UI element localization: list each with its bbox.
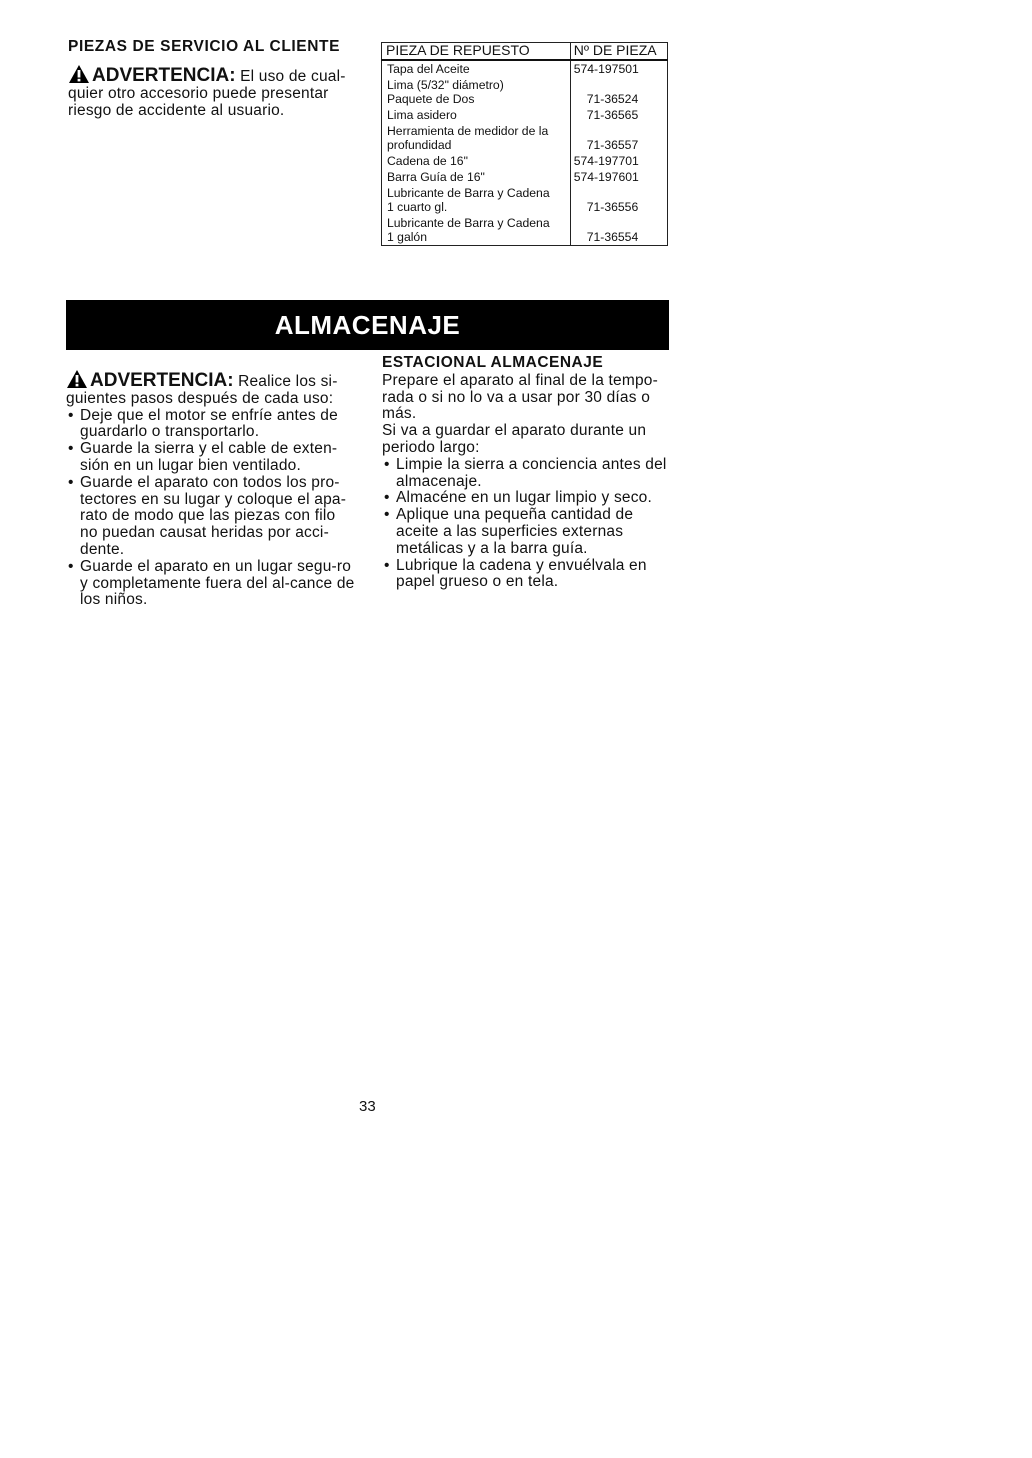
parts-table	[381, 42, 668, 246]
table-row	[382, 153, 668, 169]
table-row	[382, 185, 668, 215]
part-name: Tapa del Aceite	[387, 62, 470, 76]
part-name: Cadena de 16"	[387, 154, 468, 168]
part-number: 574-197601	[570, 169, 667, 185]
list-item: • Limpie la sierra a conciencia antes del almacenaje.	[382, 457, 672, 491]
warning-intro: Realice los si-guientes pasos después de cada uso:	[66, 373, 338, 407]
part-name: Lubricante de Barra y Cadena 1 galón	[387, 216, 550, 244]
seasonal-heading: ESTACIONAL ALMACENAJE	[382, 354, 604, 371]
part-number: 574-197701	[570, 153, 667, 169]
parts-warning	[68, 64, 350, 119]
list-item: • Guarde la sierra y el cable de exten-sión en un lugar bien ventilado.	[66, 441, 356, 475]
page-number: 33	[359, 1098, 376, 1115]
table-row	[382, 169, 668, 185]
seasonal-paragraph: Si va a guardar el aparato durante un periodo largo:	[382, 422, 647, 456]
column-header-part: PIEZA DE REPUESTO	[382, 43, 571, 61]
part-name: Lima (5/32" diámetro) Paquete de Dos	[387, 78, 504, 106]
table-row	[382, 60, 668, 77]
part-name: Lubricante de Barra y Cadena 1 cuarto gl.	[387, 186, 550, 214]
warning-label: ADVERTENCIA:	[92, 65, 236, 86]
part-number: 71-36554	[570, 215, 667, 246]
part-name: Herramienta de medidor de la profundidad	[387, 124, 549, 152]
table-row	[382, 77, 668, 107]
storage-warning	[66, 369, 356, 609]
list-item: • Guarde el aparato en un lugar segu-ro y completamente fuera del al-cance de los niños.	[66, 559, 356, 609]
part-number: 71-36524	[570, 77, 667, 107]
parts-section-heading: PIEZAS DE SERVICIO AL CLIENTE	[68, 38, 341, 55]
warning-text: El uso de cual-quier otro accesorio puede presentar riesgo de accidente al usuario.	[68, 68, 346, 119]
part-number: 71-36557	[570, 123, 667, 153]
seasonal-steps-list	[382, 457, 672, 591]
part-number: 71-36556	[570, 185, 667, 215]
table-row	[382, 107, 668, 123]
column-header-number: Nº DE PIEZA	[570, 43, 667, 61]
warning-label: ADVERTENCIA:	[90, 370, 234, 391]
seasonal-paragraph: Prepare el aparato al final de la tempo-rada o si no lo va a usar por 30 días o más.	[382, 371, 658, 423]
list-item: • Almacéne en un lugar limpio y seco.	[382, 490, 672, 507]
banner-title: ALMACENAJE	[274, 309, 461, 340]
part-name: Lima asidero	[387, 108, 457, 122]
storage-steps-list	[66, 408, 356, 610]
section-banner	[66, 300, 669, 350]
table-row	[382, 215, 668, 246]
warning-icon	[66, 369, 88, 389]
seasonal-storage	[382, 355, 672, 591]
part-name: Barra Guía de 16"	[387, 170, 485, 184]
list-item: • Guarde el aparato con todos los pro-tectores en su lugar y coloque el apa-rato de modo que las piezas con filo no puedan causat heridas por acci-dente.	[66, 475, 356, 559]
part-number: 574-197501	[570, 60, 667, 77]
list-item: • Lubrique la cadena y envuélvala en papel grueso o en tela.	[382, 558, 672, 592]
table-row	[382, 123, 668, 153]
list-item: • Deje que el motor se enfríe antes de guardarlo o transportarlo.	[66, 408, 356, 442]
warning-icon	[68, 64, 90, 84]
list-item: • Aplique una pequeña cantidad de aceite a las superficies externas metálicas y a la barra guía.	[382, 507, 672, 557]
part-number: 71-36565	[570, 107, 667, 123]
